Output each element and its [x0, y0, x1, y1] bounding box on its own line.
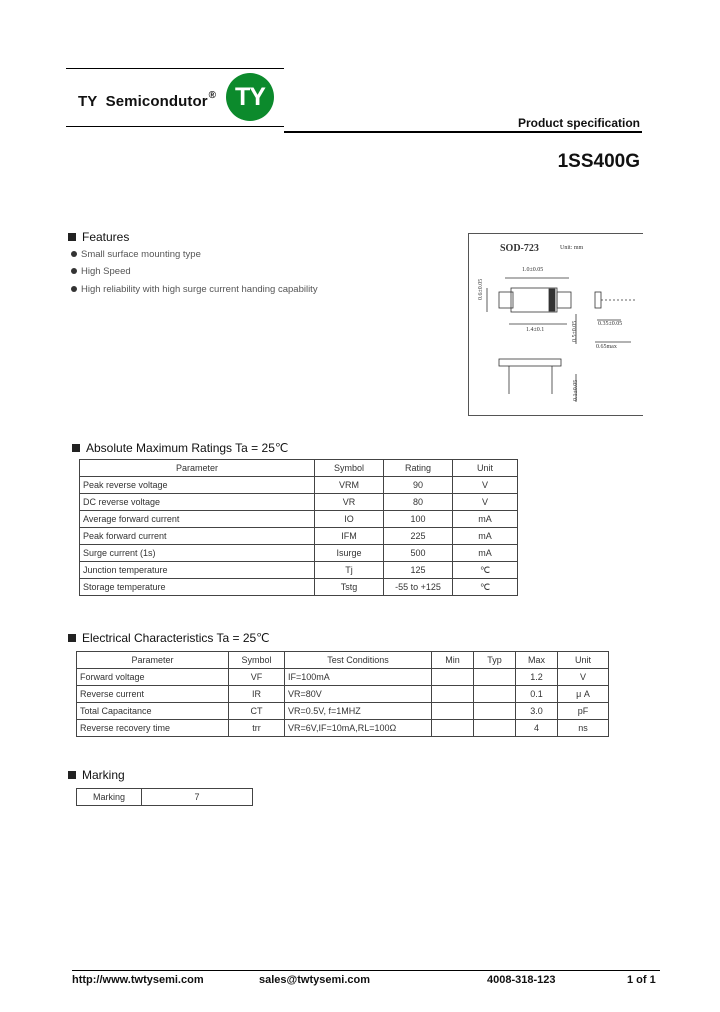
- elec-heading: [68, 631, 270, 645]
- dim-length-bottom: 1.4±0.1: [526, 327, 545, 333]
- feature-text: Small surface mounting type: [81, 249, 201, 260]
- cell-param: Peak forward current: [80, 528, 315, 545]
- cell-symbol: IR: [229, 686, 285, 703]
- cell-symbol: IO: [315, 511, 384, 528]
- cell-param: Peak reverse voltage: [80, 477, 315, 494]
- cell-condition: VR=80V: [285, 686, 432, 703]
- abs-max-table: [79, 459, 518, 596]
- marking-heading: [68, 768, 125, 782]
- feature-item: [71, 249, 201, 260]
- cell-unit: mA: [453, 545, 518, 562]
- cell-unit: mA: [453, 511, 518, 528]
- cell-max: 3.0: [516, 703, 558, 720]
- cell-rating: 125: [384, 562, 453, 579]
- feature-text: High reliability with high surge current handing capability: [81, 284, 318, 295]
- cell-param: Reverse recovery time: [77, 720, 229, 737]
- cell-min: [432, 686, 474, 703]
- table-row: [77, 789, 253, 806]
- cell-typ: [474, 669, 516, 686]
- footer-email[interactable]: sales@twtysemi.com: [259, 974, 370, 986]
- table-header-row: [77, 652, 609, 669]
- ty-logo: TY: [226, 73, 274, 121]
- square-bullet-icon: [68, 634, 76, 642]
- col-header: Test Conditions: [285, 652, 432, 669]
- cell-typ: [474, 686, 516, 703]
- cell-symbol: CT: [229, 703, 285, 720]
- dim-height-left: 0.6±0.05: [478, 278, 484, 300]
- marking-label: Marking: [77, 789, 142, 806]
- package-outline-svg: [469, 234, 643, 415]
- cell-unit: ℃: [453, 562, 518, 579]
- elec-title: Electrical Characteristics Ta = 25℃: [82, 631, 270, 645]
- table-header-row: [80, 460, 518, 477]
- cell-param: Reverse current: [77, 686, 229, 703]
- square-bullet-icon: [68, 771, 76, 779]
- features-title: Features: [82, 230, 130, 244]
- table-row: [77, 720, 609, 737]
- dim-width-right: 0.35±0.05: [598, 321, 623, 327]
- col-header: Symbol: [315, 460, 384, 477]
- table-row: [80, 562, 518, 579]
- feature-item: [71, 284, 318, 295]
- table-row: [80, 511, 518, 528]
- footer-url[interactable]: http://www.twtysemi.com: [72, 974, 204, 986]
- cell-symbol: VR: [315, 494, 384, 511]
- cell-min: [432, 720, 474, 737]
- brand-name: [78, 90, 216, 110]
- cell-rating: -55 to +125: [384, 579, 453, 596]
- cell-symbol: Tj: [315, 562, 384, 579]
- marking-value: 7: [142, 789, 253, 806]
- dim-thickness: 0.1±0.05: [573, 379, 579, 401]
- footer-rule: [72, 970, 660, 971]
- cell-condition: VR=6V,IF=10mA,RL=100Ω: [285, 720, 432, 737]
- col-header: Unit: [558, 652, 609, 669]
- cell-min: [432, 703, 474, 720]
- doc-type: Product specification: [517, 116, 640, 130]
- cell-symbol: VF: [229, 669, 285, 686]
- cell-param: Storage temperature: [80, 579, 315, 596]
- square-bullet-icon: [72, 444, 80, 452]
- cell-condition: VR=0.5V, f=1MHZ: [285, 703, 432, 720]
- table-row: [80, 579, 518, 596]
- cell-unit: V: [453, 494, 518, 511]
- square-bullet-icon: [68, 233, 76, 241]
- cell-param: Junction temperature: [80, 562, 315, 579]
- cell-param: Average forward current: [80, 511, 315, 528]
- table-row: [77, 686, 609, 703]
- col-header: Typ: [474, 652, 516, 669]
- header-rule-top: [66, 68, 284, 69]
- cell-param: Total Capacitance: [77, 703, 229, 720]
- bullet-icon: [71, 251, 77, 257]
- brand-text: TY Semicondutor: [78, 93, 208, 110]
- package-drawing: [468, 233, 643, 416]
- table-row: [80, 545, 518, 562]
- table-row: [80, 494, 518, 511]
- cell-param: DC reverse voltage: [80, 494, 315, 511]
- cell-unit: ns: [558, 720, 609, 737]
- dim-length-top: 1.0±0.05: [522, 267, 544, 273]
- cell-symbol: Tstg: [315, 579, 384, 596]
- cell-max: 0.1: [516, 686, 558, 703]
- cell-unit: μ A: [558, 686, 609, 703]
- cell-rating: 500: [384, 545, 453, 562]
- col-header: Parameter: [80, 460, 315, 477]
- table-row: [80, 477, 518, 494]
- table-row: [80, 528, 518, 545]
- col-header: Unit: [453, 460, 518, 477]
- feature-text: High Speed: [81, 266, 131, 277]
- col-header: Parameter: [77, 652, 229, 669]
- abs-max-heading: [72, 441, 288, 455]
- cell-symbol: Isurge: [315, 545, 384, 562]
- registered-mark: ®: [208, 90, 217, 101]
- elec-table: [76, 651, 609, 737]
- col-header: Symbol: [229, 652, 285, 669]
- abs-max-title: Absolute Maximum Ratings Ta = 25℃: [86, 441, 289, 455]
- cell-symbol: VRM: [315, 477, 384, 494]
- cell-unit: mA: [453, 528, 518, 545]
- bullet-icon: [71, 286, 77, 292]
- table-row: [77, 669, 609, 686]
- marking-table: [76, 788, 253, 806]
- footer-phone: 4008-318-123: [487, 974, 556, 986]
- cell-max: 1.2: [516, 669, 558, 686]
- cell-rating: 100: [384, 511, 453, 528]
- table-row: [77, 703, 609, 720]
- part-number: 1SS400G: [557, 151, 640, 172]
- marking-title: Marking: [82, 768, 125, 782]
- cell-typ: [474, 703, 516, 720]
- cell-unit: ℃: [453, 579, 518, 596]
- package-unit: Unit: mm: [560, 245, 584, 251]
- cell-rating: 90: [384, 477, 453, 494]
- cell-typ: [474, 720, 516, 737]
- feature-item: [71, 266, 131, 277]
- cell-max: 4: [516, 720, 558, 737]
- cell-unit: pF: [558, 703, 609, 720]
- footer-page: 1 of 1: [627, 974, 656, 986]
- bullet-icon: [71, 268, 77, 274]
- col-header: Max: [516, 652, 558, 669]
- cell-unit: V: [558, 669, 609, 686]
- cell-unit: V: [453, 477, 518, 494]
- cell-symbol: IFM: [315, 528, 384, 545]
- cell-rating: 80: [384, 494, 453, 511]
- header-rule-main: [284, 131, 642, 133]
- cell-condition: IF=100mA: [285, 669, 432, 686]
- features-heading: [68, 230, 129, 244]
- cell-min: [432, 669, 474, 686]
- col-header: Rating: [384, 460, 453, 477]
- dim-max-right: 0.65max: [596, 344, 617, 350]
- header-rule-short: [66, 126, 284, 127]
- cell-param: Forward voltage: [77, 669, 229, 686]
- package-name: SOD-723: [500, 243, 539, 254]
- cell-symbol: trr: [229, 720, 285, 737]
- dim-mid-vertical: 0.5±0.05: [572, 320, 578, 342]
- col-header: Min: [432, 652, 474, 669]
- cell-param: Surge current (1s): [80, 545, 315, 562]
- cell-rating: 225: [384, 528, 453, 545]
